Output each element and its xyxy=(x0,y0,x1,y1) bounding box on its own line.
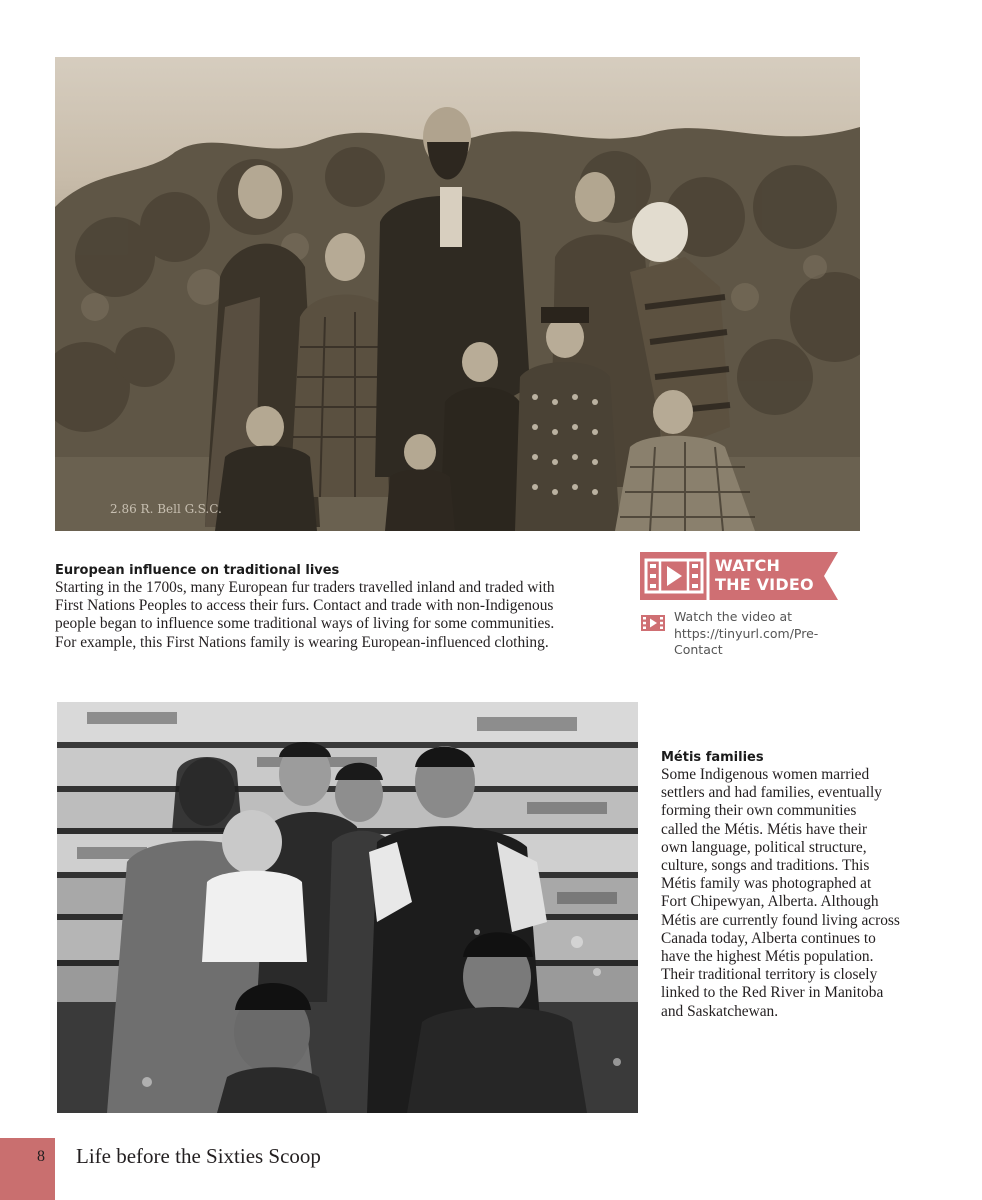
caption-heading: European influence on traditional lives xyxy=(55,563,340,578)
page-number: 8 xyxy=(37,1148,45,1165)
caption-line: forming their own communities xyxy=(661,802,857,820)
caption-line: settlers and had families, eventually xyxy=(661,784,882,802)
photo-inscription: 2.86 R. Bell G.S.C. xyxy=(110,502,222,516)
caption-line: own language, political structure, xyxy=(661,838,867,856)
caption-line: linked to the Red River in Manitoba xyxy=(661,984,884,1002)
caption-metis-families xyxy=(661,750,921,1021)
caption-line: people began to influence some traditional ways of living for some communities. xyxy=(55,615,555,633)
video-link-continued[interactable]: Contact xyxy=(674,642,723,657)
bw-photo-illustration xyxy=(57,702,638,1113)
caption-line: and Saskatchewan. xyxy=(661,1002,779,1020)
caption-line: have the highest Métis population. xyxy=(661,948,874,966)
watch-note-line: Watch the video at xyxy=(674,609,793,624)
caption-line: First Nations Peoples to access their furs. Contact and trade with non-Indigenous xyxy=(55,597,554,615)
watch-line-1: WATCH xyxy=(715,556,781,575)
caption-heading: Métis families xyxy=(661,750,764,765)
caption-line: Starting in the 1700s, many European fur traders travelled inland and traded with xyxy=(55,579,555,596)
caption-line: Some Indigenous women married xyxy=(661,766,870,783)
sepia-photo-illustration xyxy=(55,57,860,531)
watch-line-2: THE VIDEO xyxy=(715,575,814,594)
watch-video-banner[interactable] xyxy=(640,552,840,600)
watch-video-label xyxy=(715,556,814,594)
first-nations-family-photo xyxy=(55,57,860,531)
caption-line: Métis are currently found living across xyxy=(661,911,900,929)
caption-line: culture, songs and traditions. This xyxy=(661,857,870,875)
caption-body xyxy=(55,579,595,652)
caption-european-influence xyxy=(55,563,595,652)
caption-line: Canada today, Alberta continues to xyxy=(661,929,876,947)
metis-family-photo xyxy=(57,702,638,1113)
caption-line: Their traditional territory is closely xyxy=(661,966,878,984)
caption-body xyxy=(661,766,921,1021)
video-link[interactable]: https://tinyurl.com/Pre- xyxy=(674,625,819,641)
watch-note-text[interactable] xyxy=(674,609,864,659)
film-strip-small-icon xyxy=(640,614,666,632)
caption-line: Métis family was photographed at xyxy=(661,875,872,893)
caption-line: called the Métis. Métis have their xyxy=(661,820,868,838)
caption-line: For example, this First Nations family is wearing European-influenced clothing. xyxy=(55,633,549,651)
caption-line: Fort Chipewyan, Alberta. Although xyxy=(661,893,879,911)
running-footer-title: Life before the Sixties Scoop xyxy=(76,1144,321,1168)
